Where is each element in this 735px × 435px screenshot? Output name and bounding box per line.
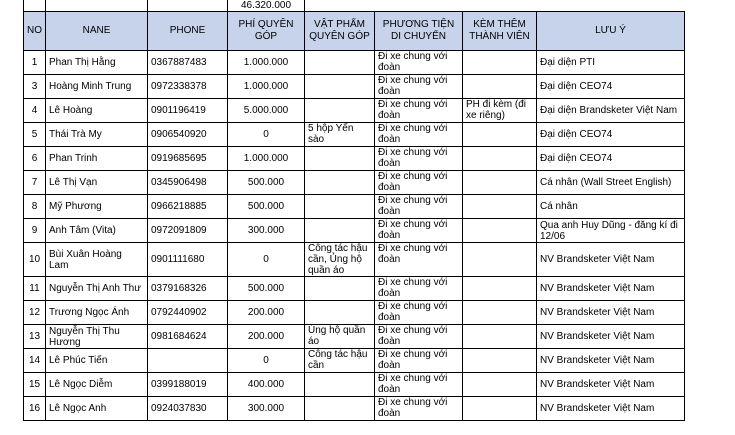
cell-extra[interactable] [463, 397, 537, 421]
header-item[interactable]: VẬT PHẨM QUYÊN GÓP [305, 12, 375, 51]
cell-fee[interactable]: 200.000 [228, 325, 305, 349]
cell-transport[interactable]: Đi xe chung với đoàn [375, 99, 463, 123]
table-row [24, 171, 685, 195]
cell-fee[interactable]: 1.000.000 [228, 147, 305, 171]
cell-fee[interactable]: 500.000 [228, 195, 305, 219]
table-row [24, 397, 685, 421]
cell-item[interactable] [305, 397, 375, 421]
cell-transport[interactable]: Đi xe chung với đoàn [375, 243, 463, 277]
cell-no[interactable]: 11 [24, 277, 46, 301]
total-blank-cell [148, 0, 228, 12]
cell-transport[interactable]: Đi xe chung với đoàn [375, 75, 463, 99]
cell-transport[interactable]: Đi xe chung với đoàn [375, 51, 463, 75]
cell-item[interactable]: 5 hộp Yến sào [305, 123, 375, 147]
cell-phone[interactable]: 0901111680 [148, 243, 228, 277]
header-phone[interactable]: PHONE [148, 12, 228, 51]
cell-extra[interactable] [463, 75, 537, 99]
cell-item[interactable]: Công tác hậu cần, Ủng hộ quần áo [305, 243, 375, 277]
cell-item[interactable] [305, 373, 375, 397]
cell-name[interactable]: Lê Ngọc Diễm [46, 373, 148, 397]
cell-note[interactable]: Đại diện PTI [537, 51, 685, 75]
cell-transport[interactable]: Đi xe chung với đoàn [375, 373, 463, 397]
cell-no[interactable]: 13 [24, 325, 46, 349]
cell-item[interactable] [305, 99, 375, 123]
cell-note[interactable]: NV Brandsketer Việt Nam [537, 243, 685, 277]
cell-item[interactable] [305, 171, 375, 195]
total-blank-cell [305, 0, 375, 12]
cell-no[interactable]: 16 [24, 397, 46, 421]
cell-name[interactable]: Anh Tâm (Vita) [46, 219, 148, 243]
cell-item[interactable]: Ủng hộ quần áo [305, 325, 375, 349]
cell-transport[interactable]: Đi xe chung với đoàn [375, 123, 463, 147]
cell-phone[interactable]: 0972338378 [148, 75, 228, 99]
cell-extra[interactable] [463, 301, 537, 325]
header-row [24, 12, 685, 51]
cell-extra[interactable] [463, 325, 537, 349]
cell-transport[interactable]: Đi xe chung với đoàn [375, 277, 463, 301]
table-row [24, 99, 685, 123]
cell-no[interactable]: 6 [24, 147, 46, 171]
cell-name[interactable]: Phan Trinh [46, 147, 148, 171]
cell-note[interactable]: NV Brandsketer Việt Nam [537, 325, 685, 349]
cell-fee[interactable]: 300.000 [228, 219, 305, 243]
header-extra[interactable]: KÈM THÊM THÀNH VIÊN [463, 12, 537, 51]
cell-note[interactable]: Đại diện CEO74 [537, 123, 685, 147]
cell-no[interactable]: 4 [24, 99, 46, 123]
cell-phone[interactable]: 0379168326 [148, 277, 228, 301]
total-blank-cell [375, 0, 463, 12]
cell-transport[interactable]: Đi xe chung với đoàn [375, 325, 463, 349]
cell-phone[interactable]: 0906540920 [148, 123, 228, 147]
table-row [24, 75, 685, 99]
total-fee-cell[interactable]: 46.320.000 [228, 0, 305, 12]
total-blank-cell [537, 0, 685, 12]
cell-extra[interactable] [463, 195, 537, 219]
cell-note[interactable]: Cá nhân [537, 195, 685, 219]
cell-no[interactable]: 12 [24, 301, 46, 325]
cell-item[interactable] [305, 277, 375, 301]
cell-no[interactable]: 5 [24, 123, 46, 147]
cell-extra[interactable] [463, 123, 537, 147]
cell-name[interactable]: Hoàng Minh Trung [46, 75, 148, 99]
cell-item[interactable] [305, 147, 375, 171]
cell-name[interactable]: Phan Thị Hằng [46, 51, 148, 75]
table-row [24, 301, 685, 325]
cell-item[interactable] [305, 219, 375, 243]
cell-extra[interactable] [463, 277, 537, 301]
table-row [24, 243, 685, 277]
cell-item[interactable] [305, 301, 375, 325]
cell-name[interactable]: Lê Hoàng [46, 99, 148, 123]
cell-item[interactable] [305, 195, 375, 219]
cell-fee[interactable]: 1.000.000 [228, 51, 305, 75]
cell-extra[interactable] [463, 373, 537, 397]
cell-extra[interactable] [463, 349, 537, 373]
cell-extra[interactable] [463, 51, 537, 75]
table-row [24, 147, 685, 171]
header-fee[interactable]: PHÍ QUYÊN GÓP [228, 12, 305, 51]
cell-fee[interactable]: 400.000 [228, 373, 305, 397]
cell-no[interactable]: 10 [24, 243, 46, 277]
cell-no[interactable]: 15 [24, 373, 46, 397]
table-row [24, 123, 685, 147]
cell-name[interactable]: Lê Phúc Tiến [46, 349, 148, 373]
cell-name[interactable]: Thái Trà My [46, 123, 148, 147]
cell-extra[interactable] [463, 219, 537, 243]
cell-name[interactable]: Lê Thị Vạn [46, 171, 148, 195]
cell-name[interactable]: Lê Ngọc Anh [46, 397, 148, 421]
cell-phone[interactable]: 0924037830 [148, 397, 228, 421]
cell-transport[interactable]: Đi xe chung với đoàn [375, 349, 463, 373]
cell-transport[interactable]: Đi xe chung với đoàn [375, 397, 463, 421]
cell-item[interactable]: Công tác hậu cần [305, 349, 375, 373]
cell-item[interactable] [305, 75, 375, 99]
cell-no[interactable]: 8 [24, 195, 46, 219]
cell-note[interactable]: NV Brandsketer Việt Nam [537, 277, 685, 301]
cell-no[interactable]: 7 [24, 171, 46, 195]
cell-no[interactable]: 9 [24, 219, 46, 243]
table-row [24, 195, 685, 219]
table-row [24, 325, 685, 349]
cell-phone[interactable]: 0367887483 [148, 51, 228, 75]
cell-note[interactable]: Đại diện Brandsketer Việt Nam [537, 99, 685, 123]
cell-fee[interactable]: 500.000 [228, 171, 305, 195]
cell-transport[interactable]: Đi xe chung với đoàn [375, 171, 463, 195]
cell-transport[interactable]: Đi xe chung với đoàn [375, 147, 463, 171]
cell-name[interactable]: Mỹ Phương [46, 195, 148, 219]
header-transport[interactable]: PHƯƠNG TIỆN DI CHUYỂN [375, 12, 463, 51]
cell-note[interactable]: NV Brandsketer Việt Nam [537, 397, 685, 421]
cell-note[interactable]: Đại diện CEO74 [537, 147, 685, 171]
cell-name[interactable]: Nguyễn Thị Thu Hương [46, 325, 148, 349]
cell-no[interactable]: 1 [24, 51, 46, 75]
table-row [24, 373, 685, 397]
cell-fee[interactable]: 5.000.000 [228, 99, 305, 123]
cell-phone[interactable]: 0972091809 [148, 219, 228, 243]
cell-extra[interactable] [463, 171, 537, 195]
total-blank-cell [24, 0, 46, 12]
cell-fee[interactable]: 0 [228, 123, 305, 147]
table-row [24, 219, 685, 243]
cell-phone[interactable]: 0919685695 [148, 147, 228, 171]
total-row [24, 0, 685, 12]
cell-name[interactable]: Nguyễn Thị Anh Thư [46, 277, 148, 301]
cell-phone[interactable]: 0399188019 [148, 373, 228, 397]
cell-no[interactable]: 3 [24, 75, 46, 99]
cell-fee[interactable]: 0 [228, 243, 305, 277]
donor-table [23, 0, 685, 421]
header-no[interactable]: NO [24, 12, 46, 51]
total-blank-cell [46, 0, 148, 12]
cell-transport[interactable]: Đi xe chung với đoàn [375, 219, 463, 243]
cell-extra[interactable]: PH đi kèm (đi xe riêng) [463, 99, 537, 123]
cell-phone[interactable] [148, 349, 228, 373]
cell-extra[interactable] [463, 147, 537, 171]
cell-transport[interactable]: Đi xe chung với đoàn [375, 195, 463, 219]
cell-note[interactable]: Qua anh Huy Dũng - đăng kí đi 12/06 [537, 219, 685, 243]
header-name[interactable]: NANE [46, 12, 148, 51]
cell-note[interactable]: NV Brandsketer Việt Nam [537, 373, 685, 397]
total-blank-cell [463, 0, 537, 12]
cell-phone[interactable]: 0966218885 [148, 195, 228, 219]
cell-fee[interactable]: 200.000 [228, 301, 305, 325]
cell-fee[interactable]: 300.000 [228, 397, 305, 421]
cell-name[interactable]: Bùi Xuân Hoàng Lam [46, 243, 148, 277]
cell-extra[interactable] [463, 243, 537, 277]
cell-fee[interactable]: 0 [228, 349, 305, 373]
header-note[interactable]: LƯU Ý [537, 12, 685, 51]
cell-note[interactable]: NV Brandsketer Việt Nam [537, 301, 685, 325]
cell-fee[interactable]: 500.000 [228, 277, 305, 301]
cell-phone[interactable]: 0345906498 [148, 171, 228, 195]
cell-item[interactable] [305, 51, 375, 75]
cell-phone[interactable]: 0981684624 [148, 325, 228, 349]
cell-name[interactable]: Trương Ngọc Ánh [46, 301, 148, 325]
cell-note[interactable]: NV Brandsketer Việt Nam [537, 349, 685, 373]
table-row [24, 349, 685, 373]
table-row [24, 51, 685, 75]
cell-transport[interactable]: Đi xe chung với đoàn [375, 301, 463, 325]
table-row [24, 277, 685, 301]
cell-phone[interactable]: 0792440902 [148, 301, 228, 325]
cell-phone[interactable]: 0901196419 [148, 99, 228, 123]
cell-fee[interactable]: 1.000.000 [228, 75, 305, 99]
cell-note[interactable]: Cá nhân (Wall Street English) [537, 171, 685, 195]
cell-no[interactable]: 14 [24, 349, 46, 373]
cell-note[interactable]: Đại diện CEO74 [537, 75, 685, 99]
